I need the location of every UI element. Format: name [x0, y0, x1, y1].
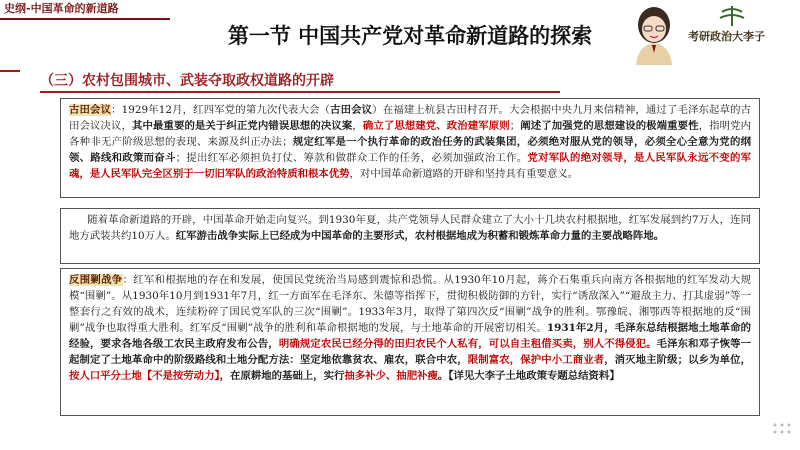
page-title: 第一节 中国共产党对革命新道路的探索 — [227, 24, 593, 48]
box-head-label: 反围剿战争 — [69, 274, 123, 286]
section-subheading: （三）农村包围城市、武装夺取政权道路的开辟 — [40, 73, 334, 89]
text-run: ；提出红军必须担负打仗、筹款和做群众工作的任务，必须加强政治工作。 — [175, 152, 528, 164]
text-run: 红军游击战争实际上已经成为中国革命的主要形式，农村根据地成为积蓄和锻炼革命力量的主要战略阵地。 — [175, 230, 665, 242]
revolution-revival-box — [60, 208, 760, 264]
text-run: ）在福建上杭县古田村召开。大会根据中央九月来信精神，通过了毛泽东起草的古田会议决议， — [69, 104, 752, 132]
gutian-meeting-box — [60, 98, 760, 198]
text-run: 其中最重要的是关于纠正党内错误思想的决议案 — [131, 120, 353, 132]
text-run: 规定红军是一个执行革命的政治任务的武装集团，必须绝对服从党的领导，必须全心全意为党的纲领、路线和政策而奋斗 — [69, 136, 752, 164]
accent-bar — [0, 70, 20, 72]
text-run: ，指明党内各种非无产阶级思想的表现、来源及纠正办法； — [69, 120, 752, 148]
text-run: 按人口平分土地【不是按劳动力】 — [69, 370, 220, 382]
text-run: ：红军和根据地的存在和发展，使国民党统治当局感到震惊和恐慌。从1930年10月起，蒋介石集重兵向南方各根据地的红军发动大规模“围剿”。从1930年10月到1931年7月，红一方面军在毛泽东、朱德等指挥下，贯彻积极防御的方针，实行“诱敌深入”“避敌主力、打其虚弱”等一整套行之有效的战术，连续粉碎了国民党军队的三次“围剿”。1933年3月，取得了第四次反“围剿”战争的胜利。鄂豫皖、湘鄂西等根据地的反“围剿”战争也取得重大胜利。红军反“围剿”战争的胜利和革命根据地的发展，与土地革命的开展密切相关。 — [69, 274, 752, 334]
text-run: ：1929年12月，红四军党的第九次代表大会（ — [111, 104, 331, 116]
text-run: 古田会议 — [330, 104, 373, 116]
text-run: ，对中国革命新道路的开辟和坚持具有重要意义。 — [349, 168, 579, 180]
text-run: ； — [509, 120, 521, 132]
text-run: 党对军队的绝对领导，是人民军队永远不变的军魂，是人民军队完全区别于一切旧军队的政治特质和根本优势 — [69, 152, 752, 180]
text-run: ，在原耕地的基础上，实行 — [219, 370, 345, 382]
anti-encirclement-box — [60, 268, 760, 416]
avatar-illustration — [628, 3, 680, 65]
text-run: 明确规定农民已经分得的田归农民个人私有，可以自主租借买卖，别人不得侵犯。 — [278, 338, 657, 350]
text-run: 限制富农，保护中小工商业者 — [467, 354, 605, 366]
text-run: 。【详见大李子土地政策专题总结资料】 — [437, 370, 620, 382]
text-run: ， — [352, 120, 363, 132]
text-run: 确立了思想建党、政治建军原则 — [362, 120, 510, 132]
text-run: 1931年2月，毛泽东总结根据地土地革命的经验，要求各地各级工农民主政府发布公告， — [69, 322, 751, 350]
box-head-label: 古田会议 — [69, 104, 112, 116]
text-run: ，消灭地主阶级；以乡为单位， — [604, 354, 751, 366]
text-run: 阐述了加强党的思想建设的极端重要性 — [520, 120, 699, 132]
brand-name: 考研政治大李子 — [688, 30, 765, 43]
breadcrumb: 史纲-中国革命的新道路 — [0, 0, 174, 18]
subheading-underline — [40, 91, 560, 93]
breadcrumb-underline — [0, 18, 170, 20]
text-run: 随着革命新道路的开辟，中国革命开始走向复兴。到1930年夏，共产党领导人民群众建立了大小十几块农村根据地，红军发展到约7万人，连同地方武装共约10万人。 — [69, 214, 751, 242]
text-run: 毛泽东和邓子恢等一起制定了土地革命中的阶级路线和土地分配方法：坚定地依靠贫农、雇农，联合中农， — [69, 338, 752, 366]
text-run: 抽多补少、抽肥补瘦 — [344, 370, 438, 382]
decorative-dots-icon — [770, 420, 794, 440]
brand-logo-icon — [712, 4, 752, 28]
